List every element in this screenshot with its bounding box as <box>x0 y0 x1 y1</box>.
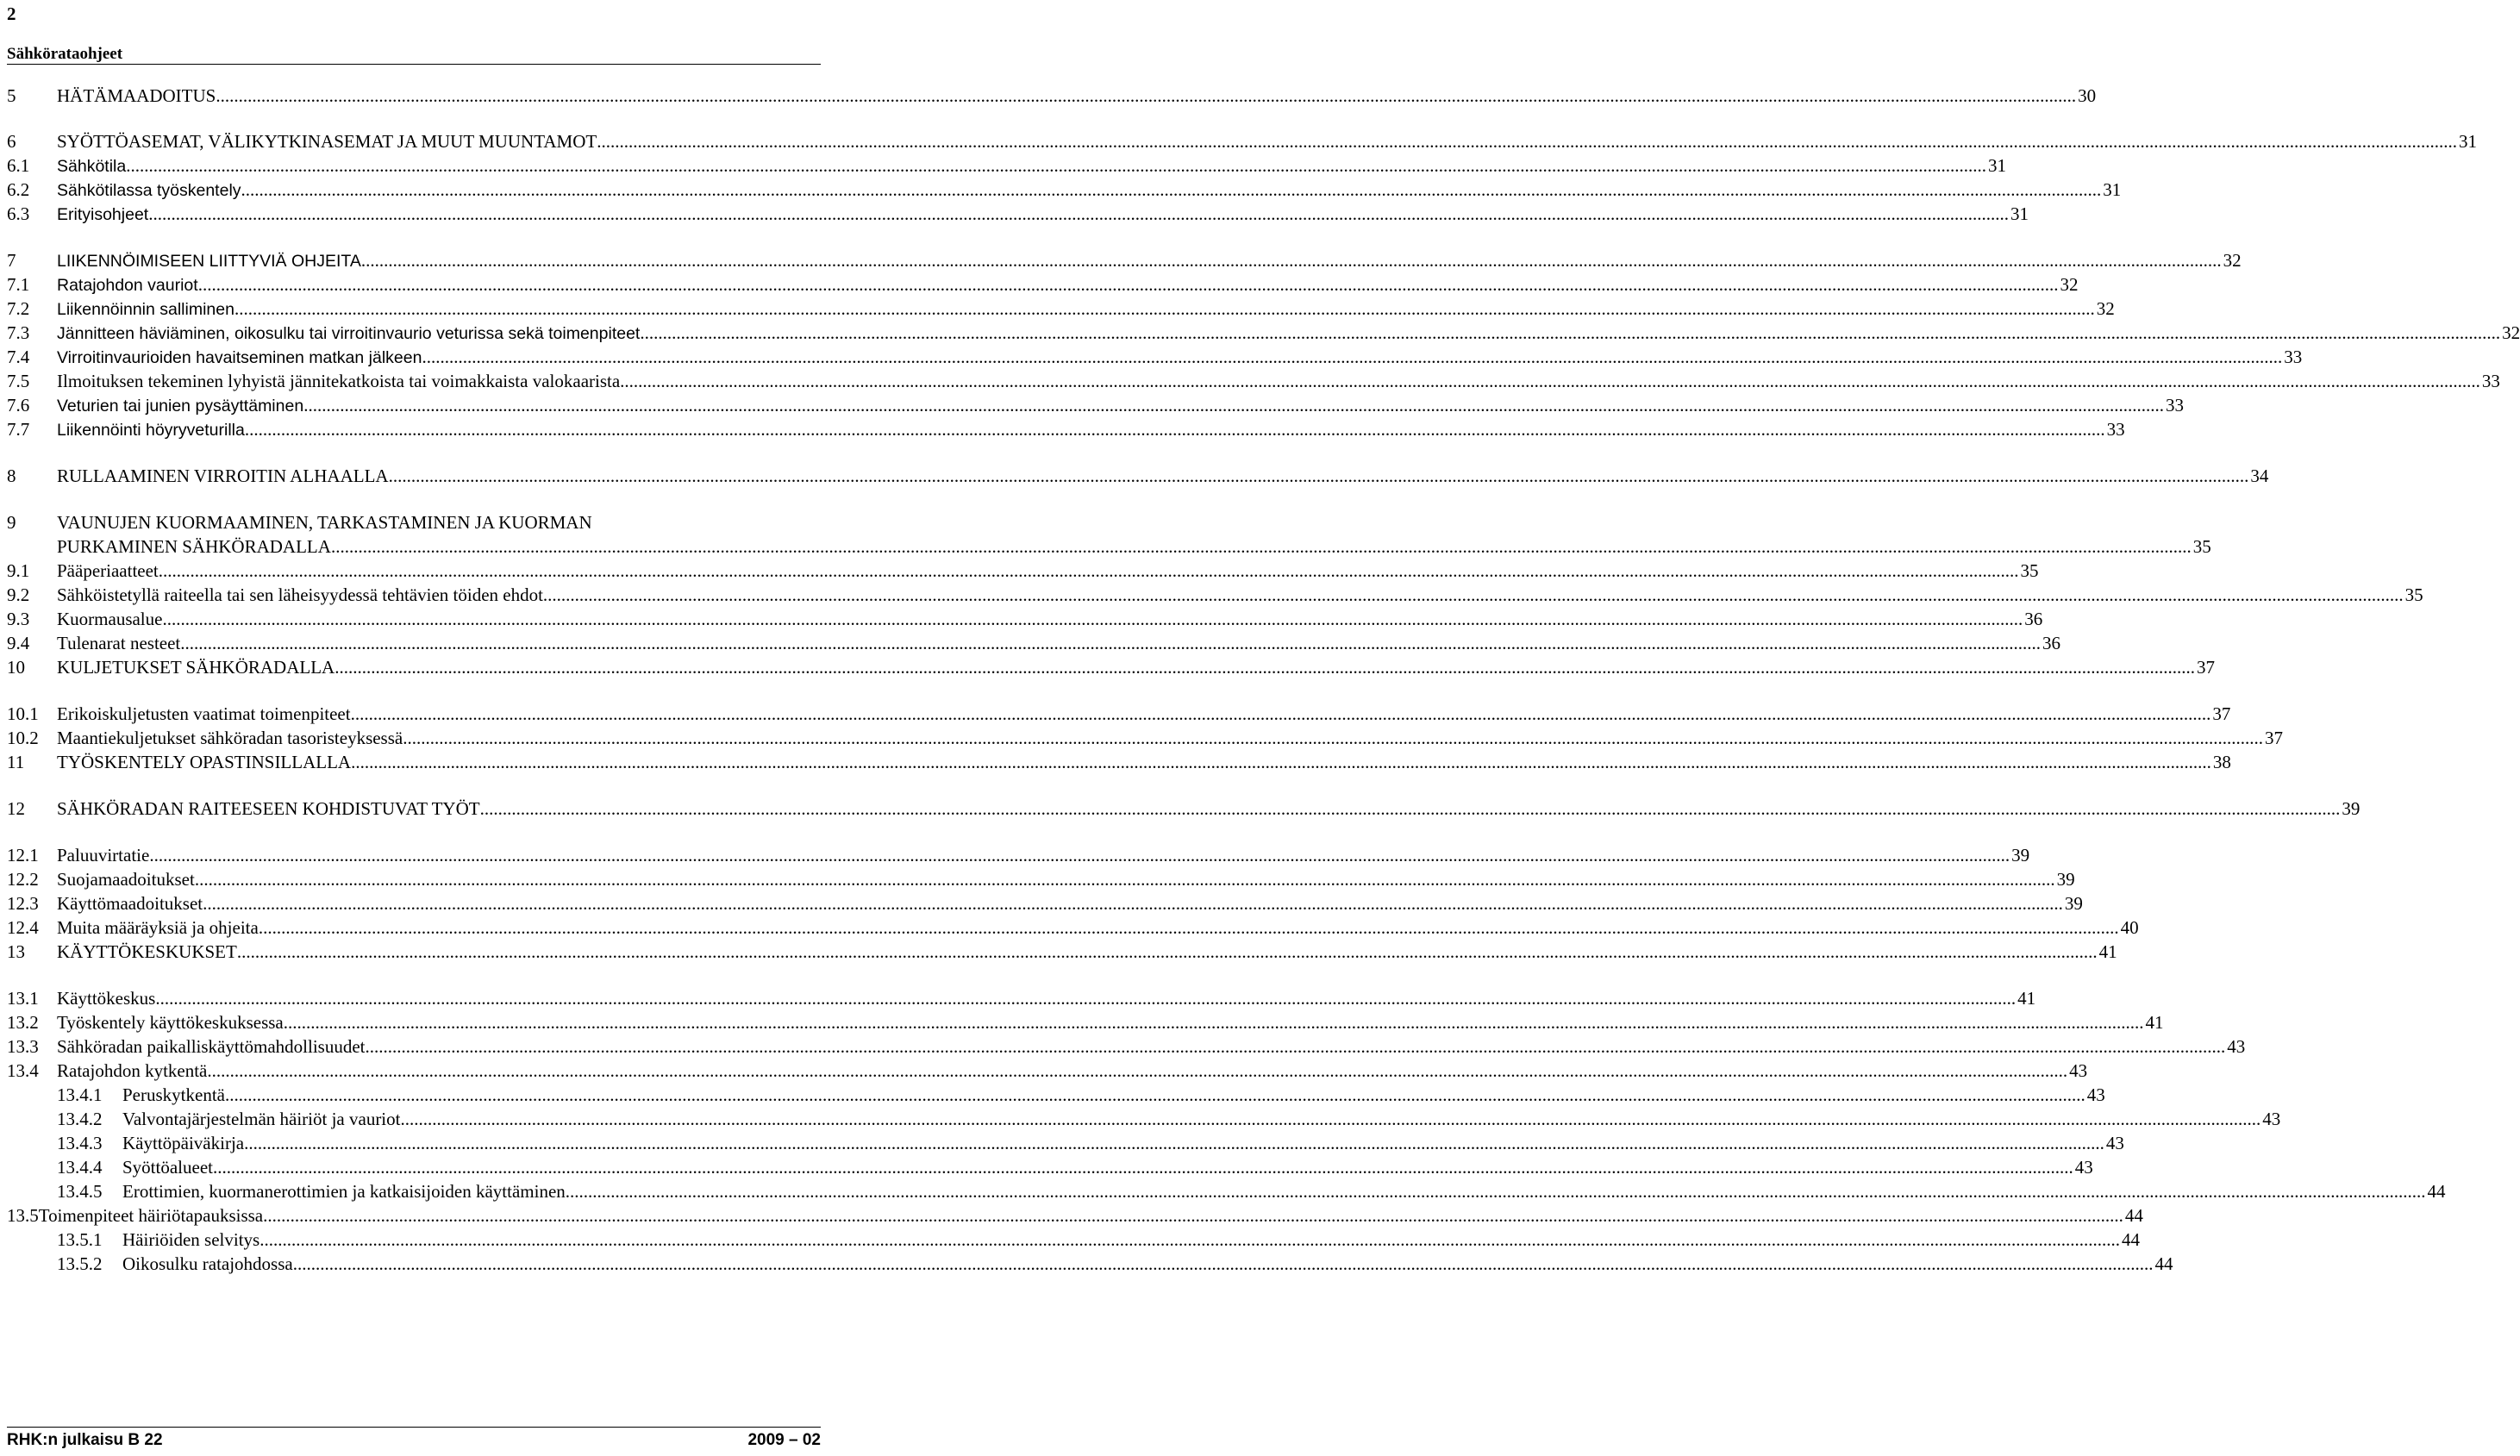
toc-entry <box>7 510 821 534</box>
toc-entry-number: 13.5.1 <box>57 1229 103 1250</box>
toc-entry-title: Käyttöpäiväkirja <box>122 1133 245 1153</box>
toc-entry <box>7 369 2500 393</box>
toc-entry-title: Liikennöinti höyryveturilla <box>57 421 245 440</box>
toc-entry-title: Erikoiskuljetusten vaatimat toimenpiteet <box>57 703 351 724</box>
toc-entry-page: 31 <box>2010 203 2029 224</box>
toc-dot-leader <box>241 178 2102 202</box>
toc-entry <box>7 393 2184 417</box>
toc-entry <box>7 843 2030 867</box>
toc-entry-page: 43 <box>2105 1133 2124 1153</box>
toc-dot-leader <box>155 986 2016 1010</box>
toc-entry-number: 7.2 <box>7 298 30 319</box>
toc-entry-number: 11 <box>7 752 25 772</box>
header-title: Sähköratаohjeet <box>7 45 123 63</box>
toc-entry-title: Ratajohdon kytkentä <box>57 1060 208 1081</box>
toc-entry-number: 13.4.2 <box>57 1109 103 1129</box>
toc-dot-leader <box>203 891 2063 915</box>
toc-entry-title: Oikosulku ratajohdossa <box>122 1253 293 1274</box>
toc-entry-page: 33 <box>2284 347 2303 367</box>
toc-entry-number: 12.2 <box>7 869 39 890</box>
toc-entry-title: Ratajohdon vauriot <box>57 276 198 295</box>
toc-dot-leader <box>293 1252 2154 1276</box>
toc-entry <box>57 1131 2124 1155</box>
toc-entry-page: 37 <box>2196 657 2215 678</box>
toc-entry-page: 31 <box>2103 179 2122 200</box>
toc-entry-title: Valvontajärjestelmän häiriöt ja vauriot <box>122 1109 401 1129</box>
toc-entry-title: Paluuvirtatie <box>57 845 150 865</box>
toc-entry <box>7 1203 2143 1228</box>
toc-entry-title: Työskentely käyttökeskuksessa <box>57 1012 284 1033</box>
toc-entry-title: SÄHKÖRADAN RAITEESEEN KOHDISTUVAT TYÖT <box>57 798 480 819</box>
toc-entry-number: 13.4.3 <box>57 1133 103 1153</box>
toc-entry-page: 43 <box>2074 1157 2093 1178</box>
toc-entry-title: Toimenpiteet häiriötapauksissa <box>38 1205 264 1226</box>
toc-entry <box>7 417 2125 441</box>
toc-entry-page: 38 <box>2212 752 2231 772</box>
toc-entry-title: Liikennöinnin salliminen <box>57 300 234 319</box>
toc-entry-number: 12.3 <box>7 893 39 914</box>
toc-entry-title: Veturien tai junien pysäyttäminen <box>57 397 304 416</box>
toc-entry-title: KÄYTTÖKESKUKSET <box>57 941 237 962</box>
toc-entry-page: 33 <box>2481 371 2500 391</box>
toc-dot-leader <box>566 1179 2426 1203</box>
toc-entry <box>7 321 2520 345</box>
toc-entry-title: HÄTÄMAADOITUS <box>57 85 216 106</box>
toc-entry <box>7 726 2283 750</box>
toc-entry-number: 6.1 <box>7 155 30 176</box>
toc-dot-leader <box>366 1034 2226 1059</box>
toc-entry-number: 13.4.4 <box>57 1157 103 1178</box>
toc-entry <box>7 797 2361 821</box>
toc-entry-number: 6.3 <box>7 203 30 224</box>
toc-entry-number: 13.4 <box>7 1060 39 1081</box>
toc-entry <box>7 891 2083 915</box>
toc-entry-title: Kuormausalue <box>57 609 163 629</box>
toc-entry <box>7 559 2039 583</box>
toc-entry <box>7 202 2029 226</box>
toc-entry-page: 31 <box>2458 131 2477 152</box>
toc-entry <box>7 129 2477 153</box>
toc-entry-number: 7 <box>7 250 16 271</box>
toc-entry <box>7 583 2423 607</box>
toc-entry-title: Pääperiaatteet <box>57 560 159 581</box>
toc-entry-page: 44 <box>2427 1181 2446 1202</box>
toc-entry-title: Sähköistetyllä raiteella tai sen läheisyydessä tehtävien töiden ehdot <box>57 584 543 605</box>
toc-entry-title: Tulenarat nesteet <box>57 633 181 653</box>
toc-entry-number: 7.6 <box>7 395 30 416</box>
toc-entry-number: 13.4.1 <box>57 1084 103 1105</box>
toc-dot-leader <box>225 1083 2085 1107</box>
toc-entry-page: 40 <box>2120 917 2139 938</box>
toc-entry <box>7 1010 2164 1034</box>
toc-entry-page: 44 <box>2124 1205 2143 1226</box>
toc-dot-leader <box>213 1155 2073 1179</box>
toc-entry-title: Sähkötila <box>57 157 127 176</box>
toc-entry-page: 39 <box>2064 893 2083 914</box>
toc-entry <box>7 272 2079 297</box>
toc-entry-number: 13.5 <box>7 1205 39 1226</box>
toc-entry-title: Sähkötilassa työskentely <box>57 181 241 200</box>
toc-dot-leader <box>351 750 2211 774</box>
toc-entry-page: 41 <box>2098 941 2117 962</box>
toc-entry-page: 32 <box>2502 322 2520 343</box>
footer-date: 2009 – 02 <box>747 1431 821 1449</box>
toc-entry-page: 30 <box>2078 85 2097 106</box>
toc-entry-number: 9 <box>7 512 16 533</box>
toc-entry-number: 13.3 <box>7 1036 39 1057</box>
toc-dot-leader <box>400 1107 2260 1131</box>
toc-entry-page: 33 <box>2106 419 2125 440</box>
toc-entry-page: 36 <box>2024 609 2043 629</box>
toc-dot-leader <box>422 345 2282 369</box>
toc-entry-number: 10.2 <box>7 728 39 748</box>
toc-entry-page: 35 <box>2020 560 2039 581</box>
toc-entry-page: 36 <box>2042 633 2061 653</box>
toc-entry-title: SYÖTTÖASEMAT, VÄLIKYTKINASEMAT JA MUUT MUUNTAMOT <box>57 131 597 152</box>
footer-publication: RHK:n julkaisu B 22 <box>7 1431 163 1449</box>
footer-rule <box>7 1427 821 1428</box>
toc-entry-number: 9.2 <box>7 584 30 605</box>
toc-dot-leader <box>361 248 2222 272</box>
toc-dot-leader <box>263 1203 2123 1228</box>
toc-entry <box>7 607 2043 631</box>
toc-entry-number: 8 <box>7 466 16 486</box>
toc-entry-page: 43 <box>2086 1084 2105 1105</box>
toc-dot-leader <box>640 321 2500 345</box>
toc-entry <box>7 248 2242 272</box>
toc-entry-page: 44 <box>2154 1253 2173 1274</box>
toc-entry-title: Muita määräyksiä ja ohjeita <box>57 917 259 938</box>
toc-entry-number: 7.5 <box>7 371 30 391</box>
toc-dot-leader <box>126 153 1986 178</box>
toc-entry-number: 7.3 <box>7 322 30 343</box>
toc-entry <box>57 1252 2173 1276</box>
toc-dot-leader <box>159 559 2019 583</box>
toc-entry-page: 37 <box>2264 728 2283 748</box>
toc-entry-page: 44 <box>2121 1229 2140 1250</box>
toc-dot-leader <box>335 655 2195 679</box>
toc-entry <box>57 1107 2281 1131</box>
toc-entry-page: 43 <box>2262 1109 2281 1129</box>
toc-entry-title: Peruskytkentä <box>122 1084 225 1105</box>
toc-dot-leader <box>403 726 2263 750</box>
toc-entry-title: Häiriöiden selvitys <box>122 1229 260 1250</box>
toc-entry <box>7 153 2006 178</box>
toc-dot-leader <box>260 1228 2120 1252</box>
toc-dot-leader <box>149 843 2010 867</box>
toc-entry-title: VAUNUJEN KUORMAAMINEN, TARKASTAMINEN JA KUORMAN <box>57 512 592 533</box>
toc-entry-number: 10 <box>7 657 25 678</box>
toc-entry-title: Käyttömaadoitukset <box>57 893 203 914</box>
toc-entry-title: TYÖSKENTELY OPASTINSILLALLA <box>57 752 352 772</box>
toc-dot-leader <box>331 534 2192 559</box>
toc-entry-title: Käyttökeskus <box>57 988 156 1009</box>
toc-dot-leader <box>480 797 2341 821</box>
toc-entry <box>7 464 2269 488</box>
toc-entry <box>7 178 2122 202</box>
toc-dot-leader <box>543 583 2404 607</box>
toc-entry <box>7 297 2115 321</box>
toc-dot-leader <box>216 84 2076 108</box>
toc-dot-leader <box>244 1131 2104 1155</box>
toc-entry-number: 13.2 <box>7 1012 39 1033</box>
toc-entry <box>57 1155 2093 1179</box>
toc-dot-leader <box>351 702 2211 726</box>
toc-entry-number: 6 <box>7 131 16 152</box>
toc-entry-title: Erityisohjeet <box>57 205 149 224</box>
toc-entry-page: 41 <box>2145 1012 2164 1033</box>
toc-entry <box>7 1059 2088 1083</box>
toc-dot-leader <box>237 940 2098 964</box>
toc-entry-title: Erottimien, kuormanerottimien ja katkaisijoiden käyttäminen <box>122 1181 566 1202</box>
toc-entry <box>7 631 2061 655</box>
toc-entry <box>7 345 2303 369</box>
toc-entry <box>57 1083 2105 1107</box>
toc-dot-leader <box>620 369 2480 393</box>
toc-dot-leader <box>148 202 2009 226</box>
toc-dot-leader <box>162 607 2023 631</box>
toc-entry <box>7 84 2097 108</box>
toc-dot-leader <box>303 393 2164 417</box>
toc-dot-leader <box>284 1010 2144 1034</box>
toc-entry-number: 13.4.5 <box>57 1181 103 1202</box>
toc-entry-number: 7.1 <box>7 274 30 295</box>
toc-entry-page: 31 <box>1987 155 2006 176</box>
toc-entry-page: 39 <box>2342 798 2361 819</box>
toc-entry-number: 5 <box>7 85 16 106</box>
toc-entry-number: 6.2 <box>7 179 30 200</box>
toc-entry <box>7 702 2231 726</box>
toc-entry <box>57 1179 2446 1203</box>
toc-entry-title: Syöttöalueet <box>122 1157 213 1178</box>
toc-entry-number: 10.1 <box>7 703 39 724</box>
toc-entry-title: RULLAAMINEN VIRROITIN ALHAALLA <box>57 466 389 486</box>
toc-entry-page: 43 <box>2069 1060 2088 1081</box>
toc-entry-number: 12.1 <box>7 845 39 865</box>
toc-dot-leader <box>597 129 2457 153</box>
toc-dot-leader <box>259 915 2119 940</box>
toc-entry-number: 13.1 <box>7 988 39 1009</box>
toc-entry-title: Virroitinvaurioiden havaitseminen matkan jälkeen <box>57 348 422 367</box>
toc-dot-leader <box>207 1059 2067 1083</box>
toc-entry-number: 9.1 <box>7 560 30 581</box>
toc-entry-number: 12 <box>7 798 25 819</box>
toc-dot-leader <box>234 297 2095 321</box>
toc-entry-number: 7.4 <box>7 347 30 367</box>
toc-entry-number: 12.4 <box>7 917 39 938</box>
toc-entry-page: 33 <box>2165 395 2184 416</box>
toc-entry-number: 13.5.2 <box>57 1253 103 1274</box>
toc-entry-continuation <box>57 534 2211 559</box>
toc-entry-title: Sähköradan paikalliskäyttömahdollisuudet <box>57 1036 366 1057</box>
toc-entry-number: 7.7 <box>7 419 30 440</box>
toc-entry-title: Ilmoituksen tekeminen lyhyistä jännitekatkoista tai voimakkaista valokaarista <box>57 371 621 391</box>
toc-entry-page: 32 <box>2223 250 2242 271</box>
toc-entry <box>7 1034 2246 1059</box>
toc-entry-page: 37 <box>2212 703 2231 724</box>
toc-entry-page: 32 <box>2060 274 2079 295</box>
page-number: 2 <box>7 3 16 24</box>
toc-entry-page: 39 <box>2056 869 2075 890</box>
toc-entry-page: 35 <box>2192 536 2211 557</box>
toc-entry-title: Maantiekuljetukset sähköradan tasoristeyksessä <box>57 728 403 748</box>
toc-entry-title: PURKAMINEN SÄHKÖRADALLA <box>57 536 331 557</box>
toc-entry-number: 9.4 <box>7 633 30 653</box>
toc-dot-leader <box>389 464 2249 488</box>
toc-entry-page: 32 <box>2096 298 2115 319</box>
toc-dot-leader <box>245 417 2105 441</box>
toc-entry-page: 41 <box>2017 988 2036 1009</box>
header-rule <box>7 64 821 65</box>
toc-entry <box>7 940 2117 964</box>
toc-entry-page: 34 <box>2250 466 2269 486</box>
toc-entry-page: 43 <box>2227 1036 2246 1057</box>
toc-entry-title: Jännitteen häviäminen, oikosulku tai virroitinvaurio veturissa sekä toimenpiteet <box>57 324 641 343</box>
toc-entry-title: KULJETUKSET SÄHKÖRADALLA <box>57 657 335 678</box>
toc-dot-leader <box>180 631 2041 655</box>
toc-entry <box>7 915 2139 940</box>
toc-entry-title: LIIKENNÖIMISEEN LIITTYVIÄ OHJEITA <box>57 252 361 271</box>
toc-entry-title: Suojamaadoitukset <box>57 869 195 890</box>
toc-entry <box>7 986 2036 1010</box>
toc-entry-page: 39 <box>2011 845 2030 865</box>
toc-entry <box>7 655 2215 679</box>
toc-entry <box>7 867 2075 891</box>
toc-entry <box>57 1228 2140 1252</box>
toc-dot-leader <box>195 867 2055 891</box>
toc-entry-number: 13 <box>7 941 25 962</box>
toc-entry-page: 35 <box>2404 584 2423 605</box>
toc-entry-number: 9.3 <box>7 609 30 629</box>
toc-entry <box>7 750 2231 774</box>
toc-dot-leader <box>198 272 2059 297</box>
